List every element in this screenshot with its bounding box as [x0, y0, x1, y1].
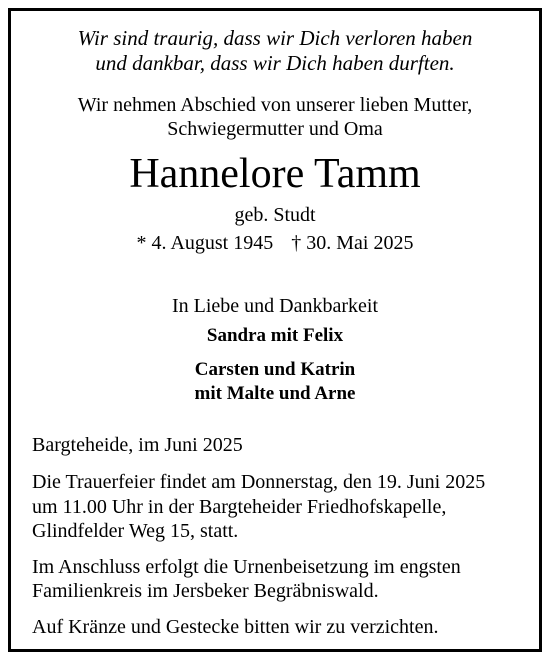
- place-date: Bargteheide, im Juni 2025: [32, 434, 243, 456]
- birth-date: * 4. August 1945: [136, 232, 274, 254]
- service-line-2: um 11.00 Uhr in der Bargteheider Friedhofskapelle,: [32, 496, 447, 518]
- intro-line-1: Wir nehmen Abschied von unserer lieben Mutter,: [77, 94, 473, 116]
- service-line-1: Die Trauerfeier findet am Donnerstag, den 19. Juni 2025: [32, 471, 486, 493]
- life-dates: [0, 231, 550, 255]
- closing-note: Auf Kränze und Gestecke bitten wir zu verzichten.: [32, 616, 439, 638]
- mourner-group-2-line-2: mit Malte und Arne: [194, 383, 356, 404]
- mourner-group-1: Sandra mit Felix: [206, 325, 344, 346]
- birth-name: geb. Studt: [234, 204, 316, 226]
- deceased-name: Hannelore Tamm: [129, 151, 421, 197]
- service-line-3: Glindfelder Weg 15, statt.: [32, 520, 239, 542]
- burial-line-1: Im Anschluss erfolgt die Urnenbeisetzung im engsten: [32, 556, 461, 578]
- mourner-group-2-line-1: Carsten und Katrin: [194, 359, 356, 380]
- quote-line-2: und dankbar, dass wir Dich haben durften.: [95, 51, 455, 75]
- burial-line-2: Familienkreis im Jersbeker Begräbniswald.: [32, 580, 379, 602]
- intro-line-2: Schwiegermutter und Oma: [167, 118, 383, 140]
- quote-line-1: Wir sind traurig, dass wir Dich verloren haben: [77, 26, 473, 50]
- death-date: † 30. Mai 2025: [291, 232, 414, 254]
- mourners-heading: In Liebe und Dankbarkeit: [171, 295, 379, 317]
